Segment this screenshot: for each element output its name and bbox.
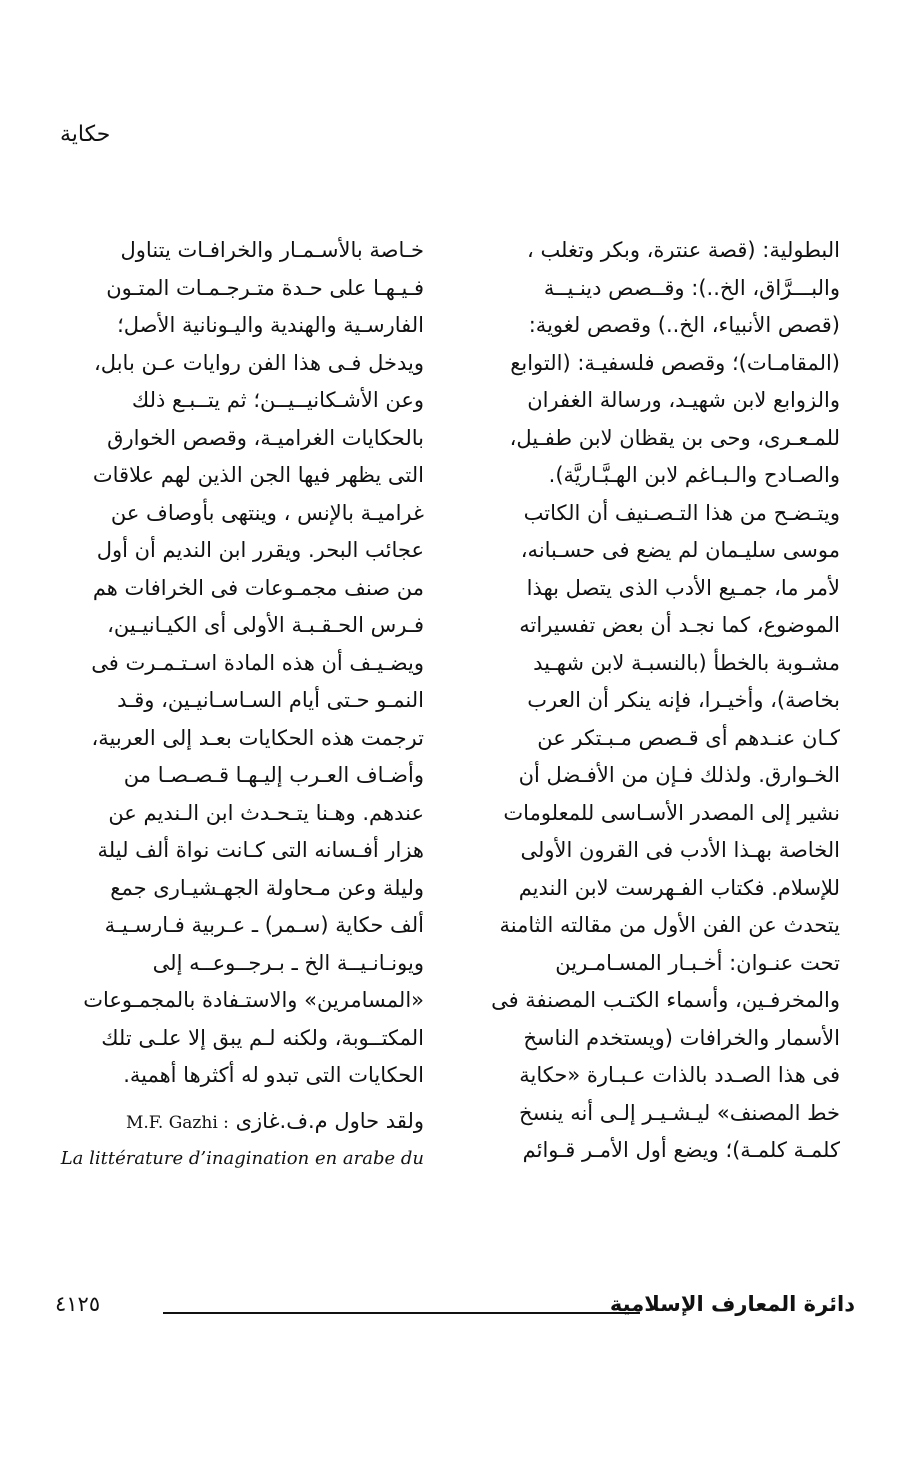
text-line: ألف حكاية (سـمر) ـ عـربية فـارسـيـة bbox=[104, 913, 424, 937]
text-line: (المقامـات)؛ وقصص فلسفيـة: (التوابع bbox=[510, 350, 840, 375]
text-line: كـان عنـدهم أى قـصص مـبـتكر عن bbox=[537, 725, 840, 750]
text-line: للإسلام. فكتاب الفـهرست لابن النديم bbox=[518, 875, 840, 900]
text-line: ترجمت هذه الحكايات بعـد إلى العربية، bbox=[91, 725, 424, 750]
text-line: مشـوبة بالخطأ (بالنسبـة لابن شهـيد bbox=[533, 650, 840, 675]
text-line: الأسمار والخرافات (ويستخدم الناسخ bbox=[523, 1025, 840, 1050]
text-line: الخاصة بهـذا الأدب فى القرون الأولى bbox=[520, 838, 840, 862]
reference-title: La littérature d’inagination en arabe du bbox=[60, 1148, 424, 1169]
text-line: لأمر ما، جمـيع الأدب الذى يتصل بهذا bbox=[526, 575, 840, 600]
text-line: ويضـيـف أن هذه المادة اسـتـمـرت فى bbox=[91, 650, 424, 675]
text-line: «المسامرين» والاستـفادة بالمجمـوعات bbox=[83, 988, 424, 1012]
text-line: فـيـهـا على حـدة متـرجـمـات المتـون bbox=[106, 275, 424, 300]
text-line: فى هذا الصـدد بالذات عـبـارة «حكاية bbox=[519, 1063, 840, 1087]
text-line: ويتـضـح من هذا التـصـنيف أن الكاتب bbox=[523, 500, 840, 525]
text-line: من صنف مجمـوعات فى الخرافات هم bbox=[92, 575, 424, 600]
paragraph-gap bbox=[14, 1095, 424, 1103]
text-line: الموضوع، كما نجـد أن بعض تفسيراته bbox=[519, 613, 840, 637]
right-column bbox=[430, 232, 840, 1170]
text-line: البطولية: (قصة عنترة، وبكر وتغلب ، bbox=[526, 238, 840, 262]
text-line: الخـوارق. ولذلك فـإن من الأفـضل أن bbox=[518, 763, 840, 787]
text-line: ويدخل فـى هذا الفن روايات عـن بابل، bbox=[94, 350, 424, 375]
text-line: هزار أفـسانه التى كـانت نواة ألف ليلة bbox=[97, 838, 424, 862]
text-line: فـرس الحـقـبـة الأولى أى الكيـانيـين، bbox=[107, 613, 424, 637]
text-line: موسى سليـمان لم يضع فى حسـبانه، bbox=[520, 538, 840, 562]
text-line: خط المصنف» ليـشـيـر إلـى أنه ينسخ bbox=[519, 1100, 840, 1125]
text-line: غراميـة بالإنس ، وينتهى بأوصاف عن bbox=[110, 500, 424, 525]
text-line: يتحدث عن الفن الأول من مقالته الثامنة bbox=[499, 913, 840, 937]
reference-arabic: ولقد حاول م.ف.غازى bbox=[235, 1108, 424, 1133]
text-line: خـاصة بالأسـمـار والخرافـات يتناول bbox=[120, 238, 424, 262]
page-number: ٤١٢٥ bbox=[55, 1292, 101, 1316]
text-line: عجائب البحر. ويقرر ابن النديم أن أول bbox=[96, 538, 424, 562]
text-line: ويونـانـيــة الخ ـ بـرجــوعــه إلى bbox=[152, 950, 424, 975]
text-line: والمخرفـين، وأسماء الكتـب المصنفة فى bbox=[491, 988, 840, 1012]
text-line: التى يظهر فيها الجن الذين لهم علاقات bbox=[92, 463, 424, 487]
left-column bbox=[14, 232, 424, 1178]
text-line: (قصص الأنبياء، الخ..) وقصص لغوية: bbox=[528, 313, 840, 337]
text-line: المكتــوبة، ولكنه لـم يبق إلا علـى تلك bbox=[101, 1025, 424, 1050]
footer-title: دائرة المعارف الإسلامية bbox=[609, 1292, 855, 1316]
text-line: للمـعـرى، وحى بن يقظان لابن طفـيل، bbox=[509, 425, 840, 450]
text-line: والزوابع لابن شهيـد، ورسالة الغفران bbox=[527, 388, 840, 412]
text-line: كلمـة كلمـة)؛ ويضع أول الأمـر قـوائم bbox=[522, 1138, 840, 1162]
text-line: عندهم. وهـنا يتـحـدث ابن الـنديم عن bbox=[108, 800, 424, 825]
text-line: والصـادح والـبـاغم لابن الهـبَّـاريَّة). bbox=[548, 463, 840, 487]
page-header-title: حكاية bbox=[60, 122, 111, 147]
text-line: وليلة وعن مـحاولة الجهـشيـارى جمع bbox=[110, 875, 424, 900]
text-line: والبـــرَّاق، الخ..): وقــصص دينـيــة bbox=[543, 275, 840, 300]
text-line: تحت عنـوان: أخـبـار المسـامـرين bbox=[555, 950, 840, 975]
text-line: بخاصة)، وأخيـرا، فإنه ينكر أن العرب bbox=[527, 688, 840, 712]
text-line: النمـو حـتى أيام السـاسـانيـين، وقـد bbox=[117, 688, 424, 712]
text-line: الحكايات التى تبدو له أكثرها أهمية. bbox=[123, 1063, 424, 1087]
reference-line bbox=[14, 1103, 424, 1141]
reference-author-latin: M.F. Gazhi : bbox=[125, 1112, 229, 1133]
text-line: وعن الأشـكانيــيــن؛ ثم يتــبـع ذلك bbox=[131, 388, 424, 412]
footer-rule bbox=[163, 1312, 640, 1314]
text-line: نشير إلى المصدر الأسـاسى للمعلومات bbox=[503, 800, 840, 825]
text-line: وأضـاف العـرب إليـهـا قـصـصـا من bbox=[123, 763, 424, 787]
text-line: الفارسـية والهندية واليـونانية الأصل؛ bbox=[117, 313, 424, 337]
page-footer bbox=[55, 1292, 855, 1324]
text-line: بالحكايات الغراميـة، وقصص الخوارق bbox=[107, 425, 424, 450]
